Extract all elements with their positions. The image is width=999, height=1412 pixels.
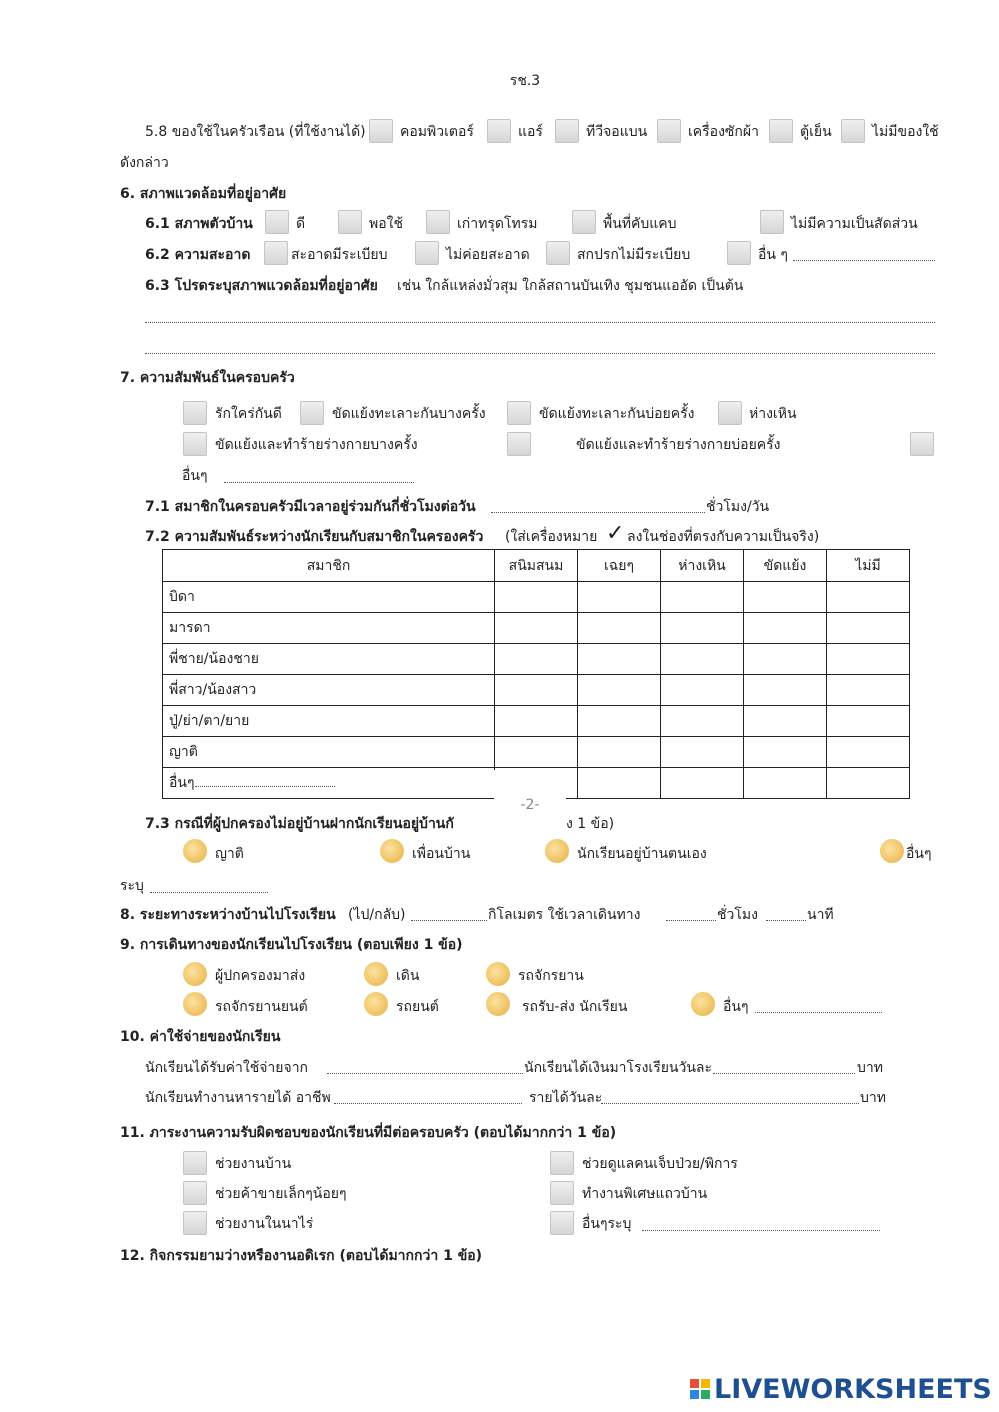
table-header-close: สนิมสนม [495,550,578,582]
s8-km-line[interactable] [411,920,487,921]
s58-checkbox-fridge[interactable] [769,119,793,143]
s73-option-other: อื่นๆ [906,846,932,862]
table-cell[interactable] [578,706,661,737]
s8-hour-line[interactable] [666,920,716,921]
s9-option-motorcycle: รถจักรยานยนต์ [215,999,308,1015]
s63-answer-line-2[interactable] [145,353,935,354]
liveworksheets-logo [690,1372,992,1406]
s61-option-old: เก่าทรุดโทรม [457,216,538,232]
table-cell[interactable] [661,582,744,613]
table-cell[interactable] [744,737,827,768]
s7-checkbox-conflict-often[interactable] [507,401,531,425]
s73-radio-neighbor[interactable] [380,839,404,863]
table-cell[interactable] [578,644,661,675]
table-row-label: ปู่/ย่า/ตา/ยาย [163,706,495,737]
s11-checkbox-trade[interactable] [183,1181,207,1205]
s10-daily-label: นักเรียนได้เงินมาโรงเรียนวันละ [524,1060,713,1076]
s10-job-label: นักเรียนทำงานหารายได้ อาชีพ [145,1090,331,1106]
s61-option-noprivacy: ไม่มีความเป็นสัดส่วน [791,216,918,232]
s58-option-none: ไม่มีของใช้ [872,124,939,140]
table-cell[interactable] [827,582,910,613]
s10-title: 10. ค่าใช้จ่ายของนักเรียน [120,1029,281,1045]
table-cell[interactable] [744,706,827,737]
s7-option-abuse-some: ขัดแย้งและทำร้ายร่างกายบางครั้ง [215,437,418,453]
table-row-label: บิดา [163,582,495,613]
s7-option-conflict-some: ขัดแย้งทะเลาะกันบางครั้ง [332,406,486,422]
s10-job-line[interactable] [334,1103,522,1104]
s61-checkbox-good[interactable] [265,210,289,234]
s58-checkbox-washer[interactable] [657,119,681,143]
s72-note-1: (ใส่เครื่องหมาย [505,529,598,545]
table-row-label [163,768,495,799]
table-cell[interactable] [661,644,744,675]
s10-income-line[interactable] [601,1103,859,1104]
s62-option-other: อื่น ๆ [758,247,788,263]
s61-checkbox-cramped[interactable] [572,210,596,234]
s9-radio-walk[interactable] [364,962,388,986]
s11-other-line[interactable] [642,1230,880,1231]
s58-option-washer: เครื่องซักผ้า [688,124,759,140]
s11-checkbox-other[interactable] [550,1211,574,1235]
s61-checkbox-noprivacy[interactable] [760,210,784,234]
table-cell[interactable] [827,737,910,768]
s62-checkbox-clean[interactable] [264,241,288,265]
s9-radio-motorcycle[interactable] [183,992,207,1016]
s9-option-other: อื่นๆ [723,999,749,1015]
s8-label: 8. ระยะทางระหว่างบ้านไปโรงเรียน [120,907,336,923]
s73-specify-label: ระบุ [120,878,144,894]
s61-option-cramped: พื้นที่คับแคบ [603,216,677,232]
s7-option-loving: รักใคร่กันดี [215,406,282,422]
s58-option-aircon: แอร์ [518,124,543,140]
table-cell[interactable] [661,706,744,737]
s8-minute-line[interactable] [766,920,806,921]
s62-checkbox-dirty[interactable] [546,241,570,265]
table-cell[interactable] [495,706,578,737]
s63-label: 6.3 โปรดระบุสภาพแวดล้อมที่อยู่อาศัย [145,278,378,294]
table-row-label: พี่ชาย/น้องชาย [163,644,495,675]
s9-other-line[interactable] [755,1012,882,1013]
s7-checkbox-other[interactable] [910,432,934,456]
s61-option-good: ดี [296,216,306,232]
page-code: รช.3 [509,73,541,89]
s73-radio-relative[interactable] [183,839,207,863]
s58-option-computer: คอมพิวเตอร์ [400,124,474,140]
s9-radio-parent[interactable] [183,962,207,986]
s7-other-line[interactable] [224,482,414,483]
table-cell[interactable] [495,582,578,613]
s7-checkbox-conflict-some[interactable] [300,401,324,425]
s11-checkbox-parttime[interactable] [550,1181,574,1205]
s71-hours-line[interactable] [491,512,705,513]
table-cell[interactable] [827,644,910,675]
table-cell[interactable] [661,613,744,644]
table-cell[interactable] [827,613,910,644]
s58-continuation: ดังกล่าว [120,155,169,171]
s61-checkbox-old[interactable] [426,210,450,234]
table-header-neutral: เฉยๆ [578,550,661,582]
s58-option-fridge: ตู้เย็น [800,124,832,140]
s8-km-label: กิโลเมตร ใช้เวลาเดินทาง [488,907,641,923]
s11-option-farm: ช่วยงานในนาไร่ [215,1216,314,1232]
s73-radio-alone[interactable] [545,839,569,863]
s9-title: 9. การเดินทางของนักเรียนไปโรงเรียน (ตอบเพียง 1 ข้อ) [120,937,463,953]
table-cell[interactable] [495,613,578,644]
table-cell[interactable] [578,675,661,706]
s71-unit: ชั่วโมง/วัน [706,499,770,515]
table-row-label: ญาติ [163,737,495,768]
table-row-other-label: อื่นๆ [169,775,195,791]
s11-option-parttime: ทำงานพิเศษแถวบ้าน [582,1186,708,1202]
table-cell[interactable] [744,613,827,644]
s58-checkbox-tv[interactable] [555,119,579,143]
table-row-other-line[interactable] [195,786,335,787]
s62-option-clean: สะอาดมีระเบียบ [291,247,388,263]
relationship-table [162,549,910,799]
table-cell[interactable] [578,737,661,768]
table-row [163,613,910,644]
s58-label: 5.8 ของใช้ในครัวเรือน (ที่ใช้งานได้) [145,124,366,140]
page-number: -2- [494,770,566,830]
s8-hour-label: ชั่วโมง [717,907,758,923]
s7-checkbox-loving[interactable] [183,401,207,425]
table-header-member: สมาชิก [163,550,495,582]
table-cell[interactable] [827,706,910,737]
s62-checkbox-notclean[interactable] [415,241,439,265]
s73-option-alone: นักเรียนอยู่บ้านตนเอง [577,846,707,862]
table-cell[interactable] [744,644,827,675]
s7-option-conflict-often: ขัดแย้งทะเลาะกันบ่อยครั้ง [539,406,695,422]
table-cell[interactable] [661,768,744,799]
s62-other-line[interactable] [793,260,935,261]
s10-source-label: นักเรียนได้รับค่าใช้จ่ายจาก [145,1060,309,1076]
s73-specify-line[interactable] [150,892,268,893]
s58-checkbox-none[interactable] [841,119,865,143]
s9-radio-car[interactable] [364,992,388,1016]
table-header-conflict: ขัดแย้ง [744,550,827,582]
s10-income-label: รายได้วันละ [529,1090,603,1106]
s7-title: 7. ความสัมพันธ์ในครอบครัว [120,370,295,386]
s73-option-relative: ญาติ [215,846,244,862]
s7-option-distant: ห่างเหิน [749,406,797,422]
s9-radio-other[interactable] [691,992,715,1016]
table-cell[interactable] [744,582,827,613]
liveworksheets-wordmark: LIVEWORKSHEETS [714,1373,992,1405]
s11-option-trade: ช่วยค้าขายเล็กๆน้อยๆ [215,1186,347,1202]
s58-checkbox-aircon[interactable] [487,119,511,143]
s61-option-fair: พอใช้ [369,216,403,232]
table-cell[interactable] [827,675,910,706]
s62-label: 6.2 ความสะอาด [145,247,251,263]
s11-option-caregiving: ช่วยดูแลคนเจ็บป่วย/พิการ [582,1156,738,1172]
s62-checkbox-other[interactable] [727,241,751,265]
s6-title: 6. สภาพแวดล้อมที่อยู่อาศัย [120,186,287,202]
s10-source-line[interactable] [327,1073,523,1074]
s12-title: 12. กิจกรรมยามว่างหรืองานอดิเรก (ตอบได้มากกว่า 1 ข้อ) [120,1248,483,1264]
s9-option-car: รถยนต์ [396,999,439,1015]
s72-note-2: ลงในช่องที่ตรงกับความเป็นจริง) [627,529,820,545]
liveworksheets-logo-icon [690,1379,710,1399]
s63-answer-line-1[interactable] [145,322,935,323]
s73-label-tail: ง 1 ข้อ) [566,816,615,832]
s62-option-notclean: ไม่ค่อยสะอาด [446,247,530,263]
table-row-label: พี่สาว/น้องสาว [163,675,495,706]
s9-radio-bicycle[interactable] [486,962,510,986]
s11-checkbox-caregiving[interactable] [550,1151,574,1175]
table-cell[interactable] [578,582,661,613]
table-row-label: มารดา [163,613,495,644]
s11-checkbox-housework[interactable] [183,1151,207,1175]
s7-checkbox-abuse-often[interactable] [507,432,531,456]
s11-option-other: อื่นๆระบุ [582,1216,632,1232]
checkmark-icon: ✓ [606,521,625,546]
s9-option-walk: เดิน [396,968,420,984]
s9-radio-schoolbus[interactable] [486,992,510,1016]
table-header-row [163,550,910,582]
table-row [163,582,910,613]
s73-radio-other[interactable] [880,839,904,863]
s73-label: 7.3 กรณีที่ผู้ปกครองไม่อยู่บ้านฝากนักเรียนอยู่บ้านกั [145,816,454,832]
s7-other-label: อื่นๆ [182,468,208,484]
s10-daily-line[interactable] [713,1073,855,1074]
s8-minute-label: นาที [807,907,834,923]
table-cell[interactable] [661,737,744,768]
s11-title: 11. ภาระงานความรับผิดชอบของนักเรียนที่มีต่อครอบครัว (ตอบได้มากกว่า 1 ข้อ) [120,1125,617,1141]
table-row [163,675,910,706]
s61-checkbox-fair[interactable] [338,210,362,234]
s7-checkbox-distant[interactable] [718,401,742,425]
table-cell[interactable] [578,768,661,799]
table-cell[interactable] [495,675,578,706]
table-cell[interactable] [827,768,910,799]
table-cell[interactable] [661,675,744,706]
table-cell[interactable] [495,737,578,768]
s61-label: 6.1 สภาพตัวบ้าน [145,216,253,232]
s7-checkbox-abuse-some[interactable] [183,432,207,456]
table-cell[interactable] [578,613,661,644]
s9-option-schoolbus: รถรับ-ส่ง นักเรียน [522,999,628,1015]
table-header-distant: ห่างเหิน [661,550,744,582]
s58-option-tv: ทีวีจอแบน [586,124,648,140]
s58-checkbox-computer[interactable] [369,119,393,143]
s11-option-housework: ช่วยงานบ้าน [215,1156,292,1172]
s7-option-abuse-often: ขัดแย้งและทำร้ายร่างกายบ่อยครั้ง [576,437,781,453]
s63-hint: เช่น ใกล้แหล่งมั่วสุม ใกล้สถานบันเทิง ชุมชนแออัด เป็นต้น [397,278,744,294]
table-cell[interactable] [744,768,827,799]
s72-label: 7.2 ความสัมพันธ์ระหว่างนักเรียนกับสมาชิกในครองครัว [145,529,484,545]
s10-baht-label-2: บาท [860,1090,886,1106]
s73-option-neighbor: เพื่อนบ้าน [412,846,471,862]
table-row [163,706,910,737]
table-cell[interactable] [495,644,578,675]
table-row [163,644,910,675]
s11-checkbox-farm[interactable] [183,1211,207,1235]
s62-option-dirty: สกปรกไม่มีระเบียบ [577,247,691,263]
s9-option-bicycle: รถจักรยาน [518,968,584,984]
table-header-none: ไม่มี [827,550,910,582]
table-cell[interactable] [744,675,827,706]
s8-paren: (ไป/กลับ) [348,907,406,923]
s9-option-parent: ผู้ปกครองมาส่ง [215,968,306,984]
s71-label: 7.1 สมาชิกในครอบครัวมีเวลาอยู่ร่วมกันกี่ชั่วโมงต่อวัน [145,499,476,515]
table-row [163,737,910,768]
s10-baht-label-1: บาท [857,1060,883,1076]
